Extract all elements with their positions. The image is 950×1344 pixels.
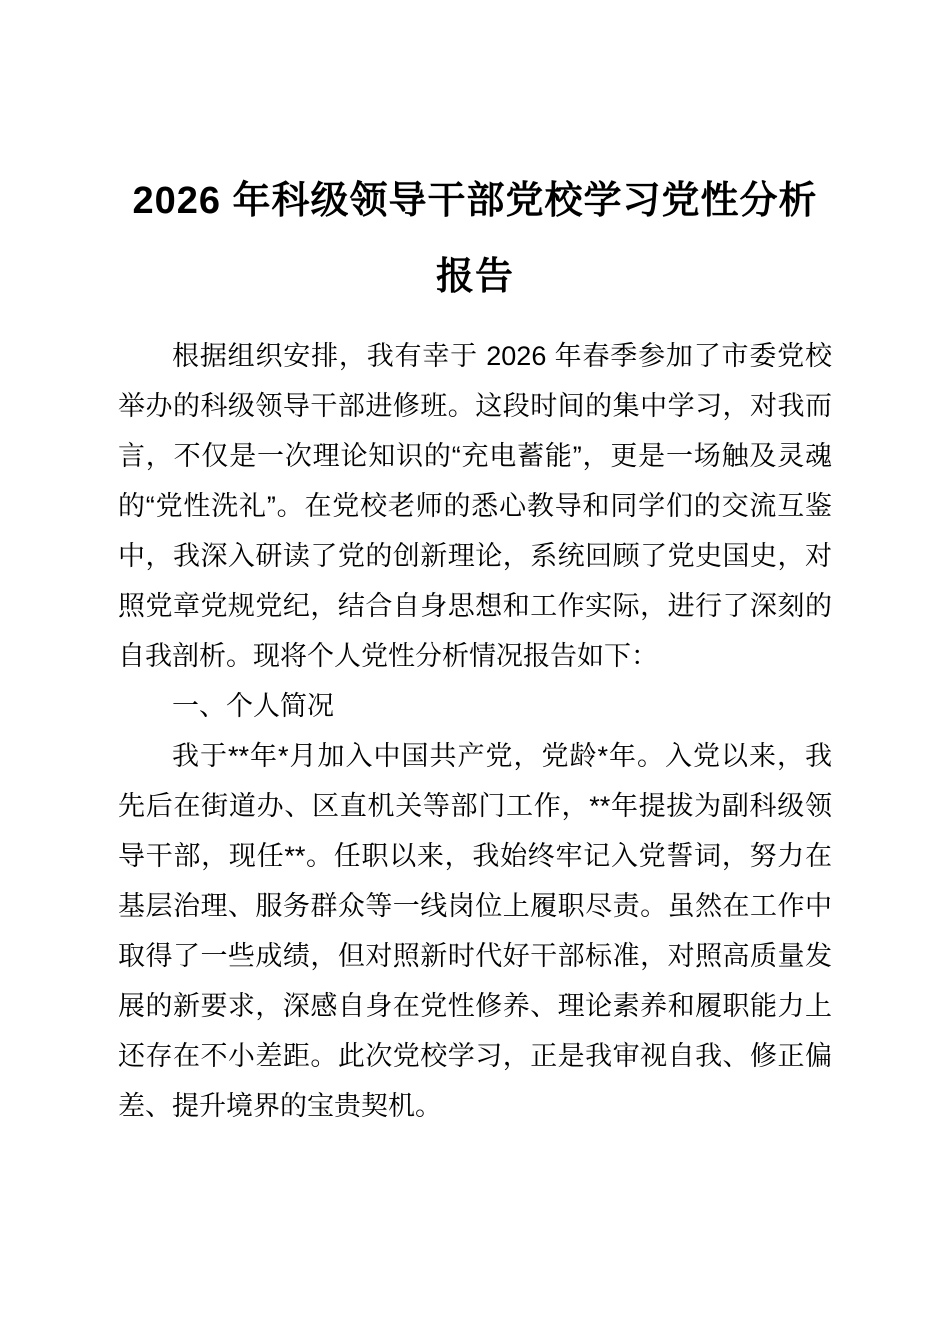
paragraph-personal-profile: 我于**年*月加入中国共产党，党龄*年。入党以来，我先后在街道办、区直机关等部门工作，**年提拔为副科级领导干部，现任**。任职以来，我始终牢记入党誓词，努力在基层治理、服务群众等一线岗位上履职尽责。虽然在工作中取得了一些成绩，但对照新时代好干部标准，对照高质量发展的新要求，深感自身在党性修养、理论素养和履职能力上还存在不小差距。此次党校学习，正是我审视自我、修正偏差、提升境界的宝贵契机。 [118, 741, 832, 1121]
document-title [118, 163, 832, 315]
document-title-line-1: 2026 年科级领导干部党校学习党性分析 [132, 180, 818, 222]
document-title-line-2: 报告 [435, 256, 514, 298]
paragraph-introduction: 根据组织安排，我有幸于 2026 年春季参加了市委党校举办的科级领导干部进修班。这段时间的集中学习，对我而言，不仅是一次理论知识的“充电蓄能”，更是一场触及灵魂的“党性洗礼”。在党校老师的悉心教导和同学们的交流互鉴中，我深入研读了党的创新理论，系统回顾了党史国史，对照党章党规党纪，结合自身思想和工作实际，进行了深刻的自我剖析。现将个人党性分析情况报告如下： [118, 341, 832, 671]
document-body [118, 331, 832, 1131]
section-heading-personal-profile: 一、个人简况 [172, 691, 334, 721]
